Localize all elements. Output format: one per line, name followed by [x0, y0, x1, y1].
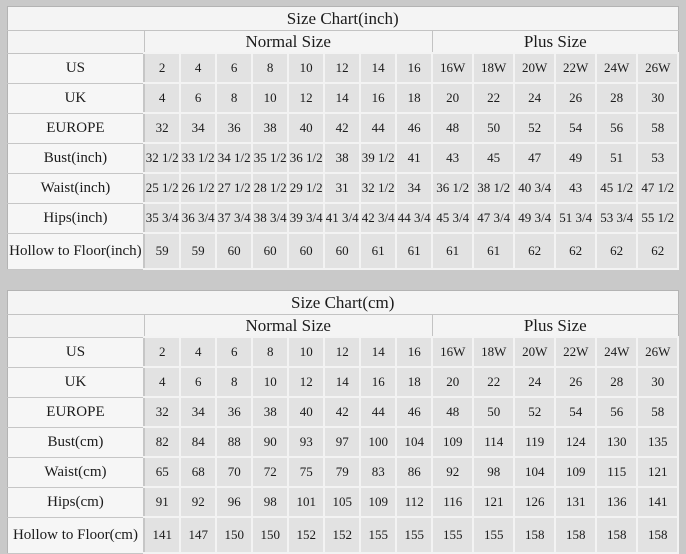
size-value-cell: 10 — [252, 367, 288, 397]
row-label: Waist(cm) — [7, 457, 144, 487]
row-label: Hollow to Floor(inch) — [7, 233, 144, 269]
size-value-cell: 10 — [252, 83, 288, 113]
size-value-cell: 121 — [473, 487, 514, 517]
size-value-cell: 47 3/4 — [473, 203, 514, 233]
size-value-cell: 83 — [360, 457, 396, 487]
size-value-cell: 4 — [180, 53, 216, 83]
size-value-cell: 34 1/2 — [216, 143, 252, 173]
size-value-cell: 155 — [360, 517, 396, 553]
size-value-cell: 70 — [216, 457, 252, 487]
size-value-cell: 20W — [514, 337, 555, 367]
size-value-cell: 14 — [360, 337, 396, 367]
row-label: Hips(inch) — [7, 203, 144, 233]
size-value-cell: 48 — [432, 397, 473, 427]
size-value-cell: 82 — [144, 427, 180, 457]
table-title-row — [7, 7, 678, 31]
size-value-cell: 26 — [555, 367, 596, 397]
size-value-cell: 53 3/4 — [596, 203, 637, 233]
size-value-cell: 47 1/2 — [637, 173, 678, 203]
size-value-cell: 61 — [396, 233, 432, 269]
size-value-cell: 45 3/4 — [432, 203, 473, 233]
size-value-cell: 92 — [180, 487, 216, 517]
size-value-cell: 32 1/2 — [360, 173, 396, 203]
row-label: UK — [7, 367, 144, 397]
size-value-cell: 155 — [396, 517, 432, 553]
size-value-cell: 16W — [432, 53, 473, 83]
size-value-cell: 56 — [596, 113, 637, 143]
size-value-cell: 50 — [473, 113, 514, 143]
size-value-cell: 152 — [288, 517, 324, 553]
size-value-cell: 38 — [324, 143, 360, 173]
table-title: Size Chart(cm) — [7, 291, 678, 315]
size-value-cell: 62 — [596, 233, 637, 269]
size-value-cell: 18 — [396, 83, 432, 113]
size-value-cell: 47 — [514, 143, 555, 173]
size-value-cell: 44 — [360, 397, 396, 427]
size-value-cell: 22W — [555, 337, 596, 367]
size-value-cell: 28 1/2 — [252, 173, 288, 203]
size-value-cell: 141 — [144, 517, 180, 553]
size-value-cell: 32 — [144, 113, 180, 143]
row-label: US — [7, 337, 144, 367]
size-value-cell: 150 — [216, 517, 252, 553]
size-value-cell: 96 — [216, 487, 252, 517]
table-row — [7, 457, 678, 487]
row-label: UK — [7, 83, 144, 113]
size-value-cell: 32 — [144, 397, 180, 427]
size-value-cell: 8 — [216, 367, 252, 397]
size-value-cell: 18W — [473, 53, 514, 83]
size-value-cell: 35 1/2 — [252, 143, 288, 173]
size-value-cell: 114 — [473, 427, 514, 457]
size-value-cell: 44 — [360, 113, 396, 143]
size-value-cell: 46 — [396, 113, 432, 143]
size-value-cell: 38 — [252, 113, 288, 143]
size-value-cell: 126 — [514, 487, 555, 517]
row-label: US — [7, 53, 144, 83]
size-value-cell: 90 — [252, 427, 288, 457]
table-row — [7, 397, 678, 427]
size-value-cell: 27 1/2 — [216, 173, 252, 203]
size-value-cell: 98 — [473, 457, 514, 487]
size-value-cell: 92 — [432, 457, 473, 487]
size-value-cell: 34 — [396, 173, 432, 203]
group-header: Plus Size — [432, 31, 678, 54]
size-value-cell: 6 — [180, 83, 216, 113]
table-title-row — [7, 291, 678, 315]
size-value-cell: 158 — [596, 517, 637, 553]
size-value-cell: 43 — [432, 143, 473, 173]
table-row — [7, 83, 678, 113]
table-row — [7, 487, 678, 517]
size-value-cell: 36 — [216, 397, 252, 427]
size-value-cell: 101 — [288, 487, 324, 517]
size-value-cell: 36 3/4 — [180, 203, 216, 233]
size-value-cell: 155 — [432, 517, 473, 553]
group-header-row — [7, 31, 678, 54]
size-value-cell: 18W — [473, 337, 514, 367]
size-value-cell: 147 — [180, 517, 216, 553]
size-value-cell: 56 — [596, 397, 637, 427]
size-value-cell: 130 — [596, 427, 637, 457]
size-value-cell: 28 — [596, 83, 637, 113]
size-value-cell: 49 — [555, 143, 596, 173]
size-value-cell: 91 — [144, 487, 180, 517]
size-value-cell: 44 3/4 — [396, 203, 432, 233]
size-value-cell: 119 — [514, 427, 555, 457]
size-value-cell: 72 — [252, 457, 288, 487]
table-title: Size Chart(inch) — [7, 7, 678, 31]
size-value-cell: 41 3/4 — [324, 203, 360, 233]
size-value-cell: 26W — [637, 53, 678, 83]
size-value-cell: 42 — [324, 397, 360, 427]
size-value-cell: 97 — [324, 427, 360, 457]
size-value-cell: 98 — [252, 487, 288, 517]
size-value-cell: 50 — [473, 397, 514, 427]
size-value-cell: 121 — [637, 457, 678, 487]
size-value-cell: 52 — [514, 113, 555, 143]
row-label: Bust(inch) — [7, 143, 144, 173]
size-value-cell: 30 — [637, 83, 678, 113]
size-value-cell: 61 — [473, 233, 514, 269]
table-row — [7, 173, 678, 203]
size-value-cell: 6 — [180, 367, 216, 397]
size-value-cell: 60 — [216, 233, 252, 269]
row-label: Hips(cm) — [7, 487, 144, 517]
size-value-cell: 43 — [555, 173, 596, 203]
size-value-cell: 20 — [432, 83, 473, 113]
size-value-cell: 16 — [360, 367, 396, 397]
size-value-cell: 141 — [637, 487, 678, 517]
size-value-cell: 32 1/2 — [144, 143, 180, 173]
size-value-cell: 16 — [396, 53, 432, 83]
size-value-cell: 54 — [555, 397, 596, 427]
size-value-cell: 28 — [596, 367, 637, 397]
size-value-cell: 2 — [144, 337, 180, 367]
table-row — [7, 337, 678, 367]
size-value-cell: 40 — [288, 113, 324, 143]
size-value-cell: 115 — [596, 457, 637, 487]
size-value-cell: 16 — [396, 337, 432, 367]
size-value-cell: 26W — [637, 337, 678, 367]
table-row — [7, 367, 678, 397]
size-value-cell: 75 — [288, 457, 324, 487]
size-value-cell: 8 — [216, 83, 252, 113]
size-value-cell: 62 — [555, 233, 596, 269]
table-row — [7, 143, 678, 173]
size-value-cell: 12 — [288, 83, 324, 113]
size-value-cell: 10 — [288, 337, 324, 367]
size-value-cell: 59 — [180, 233, 216, 269]
size-value-cell: 37 3/4 — [216, 203, 252, 233]
size-value-cell: 109 — [360, 487, 396, 517]
size-value-cell: 58 — [637, 397, 678, 427]
size-value-cell: 10 — [288, 53, 324, 83]
size-value-cell: 22 — [473, 367, 514, 397]
size-value-cell: 12 — [288, 367, 324, 397]
size-value-cell: 79 — [324, 457, 360, 487]
size-value-cell: 104 — [396, 427, 432, 457]
size-value-cell: 60 — [324, 233, 360, 269]
size-value-cell: 84 — [180, 427, 216, 457]
size-value-cell: 20W — [514, 53, 555, 83]
size-value-cell: 14 — [324, 83, 360, 113]
size-value-cell: 55 1/2 — [637, 203, 678, 233]
size-value-cell: 60 — [252, 233, 288, 269]
size-value-cell: 104 — [514, 457, 555, 487]
size-value-cell: 39 1/2 — [360, 143, 396, 173]
size-value-cell: 24 — [514, 83, 555, 113]
size-value-cell: 49 3/4 — [514, 203, 555, 233]
size-value-cell: 22W — [555, 53, 596, 83]
size-value-cell: 116 — [432, 487, 473, 517]
corner-cell — [7, 31, 144, 54]
size-value-cell: 136 — [596, 487, 637, 517]
size-value-cell: 36 — [216, 113, 252, 143]
size-value-cell: 38 3/4 — [252, 203, 288, 233]
size-value-cell: 6 — [216, 53, 252, 83]
size-value-cell: 14 — [324, 367, 360, 397]
size-value-cell: 26 — [555, 83, 596, 113]
size-value-cell: 42 3/4 — [360, 203, 396, 233]
group-header: Normal Size — [144, 31, 432, 54]
size-value-cell: 18 — [396, 367, 432, 397]
size-value-cell: 34 — [180, 397, 216, 427]
size-value-cell: 58 — [637, 113, 678, 143]
size-value-cell: 51 3/4 — [555, 203, 596, 233]
row-label: EUROPE — [7, 113, 144, 143]
table-row — [7, 203, 678, 233]
size-value-cell: 35 3/4 — [144, 203, 180, 233]
size-value-cell: 158 — [637, 517, 678, 553]
size-value-cell: 25 1/2 — [144, 173, 180, 203]
size-value-cell: 158 — [555, 517, 596, 553]
size-value-cell: 88 — [216, 427, 252, 457]
size-value-cell: 53 — [637, 143, 678, 173]
size-value-cell: 62 — [514, 233, 555, 269]
table-row — [7, 113, 678, 143]
size-value-cell: 34 — [180, 113, 216, 143]
size-value-cell: 109 — [555, 457, 596, 487]
size-value-cell: 109 — [432, 427, 473, 457]
size-value-cell: 62 — [637, 233, 678, 269]
size-value-cell: 39 3/4 — [288, 203, 324, 233]
size-value-cell: 40 3/4 — [514, 173, 555, 203]
size-value-cell: 100 — [360, 427, 396, 457]
size-value-cell: 8 — [252, 337, 288, 367]
size-value-cell: 112 — [396, 487, 432, 517]
size-value-cell: 135 — [637, 427, 678, 457]
size-value-cell: 152 — [324, 517, 360, 553]
size-value-cell: 16 — [360, 83, 396, 113]
size-value-cell: 105 — [324, 487, 360, 517]
row-label: Hollow to Floor(cm) — [7, 517, 144, 553]
size-value-cell: 45 1/2 — [596, 173, 637, 203]
size-value-cell: 16W — [432, 337, 473, 367]
size-value-cell: 59 — [144, 233, 180, 269]
row-label: EUROPE — [7, 397, 144, 427]
size-value-cell: 68 — [180, 457, 216, 487]
size-value-cell: 41 — [396, 143, 432, 173]
size-value-cell: 24 — [514, 367, 555, 397]
size-value-cell: 22 — [473, 83, 514, 113]
size-value-cell: 6 — [216, 337, 252, 367]
size-value-cell: 12 — [324, 53, 360, 83]
size-value-cell: 33 1/2 — [180, 143, 216, 173]
size-value-cell: 36 1/2 — [288, 143, 324, 173]
size-value-cell: 4 — [144, 83, 180, 113]
size-value-cell: 51 — [596, 143, 637, 173]
size-value-cell: 4 — [144, 367, 180, 397]
size-value-cell: 2 — [144, 53, 180, 83]
size-value-cell: 38 1/2 — [473, 173, 514, 203]
size-chart-inch-table — [7, 6, 680, 270]
size-value-cell: 42 — [324, 113, 360, 143]
size-value-cell: 65 — [144, 457, 180, 487]
row-label: Waist(inch) — [7, 173, 144, 203]
size-value-cell: 52 — [514, 397, 555, 427]
table-row — [7, 233, 678, 269]
table-row — [7, 517, 678, 553]
size-value-cell: 38 — [252, 397, 288, 427]
table-row — [7, 427, 678, 457]
size-value-cell: 29 1/2 — [288, 173, 324, 203]
size-value-cell: 24W — [596, 53, 637, 83]
size-value-cell: 131 — [555, 487, 596, 517]
size-value-cell: 14 — [360, 53, 396, 83]
size-value-cell: 61 — [360, 233, 396, 269]
size-value-cell: 86 — [396, 457, 432, 487]
group-header: Plus Size — [432, 315, 678, 338]
size-value-cell: 54 — [555, 113, 596, 143]
size-value-cell: 30 — [637, 367, 678, 397]
size-value-cell: 8 — [252, 53, 288, 83]
size-value-cell: 40 — [288, 397, 324, 427]
group-header: Normal Size — [144, 315, 432, 338]
row-label: Bust(cm) — [7, 427, 144, 457]
size-value-cell: 26 1/2 — [180, 173, 216, 203]
size-value-cell: 24W — [596, 337, 637, 367]
size-value-cell: 12 — [324, 337, 360, 367]
size-value-cell: 46 — [396, 397, 432, 427]
corner-cell — [7, 315, 144, 338]
size-value-cell: 61 — [432, 233, 473, 269]
group-header-row — [7, 315, 678, 338]
size-value-cell: 60 — [288, 233, 324, 269]
size-value-cell: 158 — [514, 517, 555, 553]
size-value-cell: 48 — [432, 113, 473, 143]
size-value-cell: 93 — [288, 427, 324, 457]
size-value-cell: 155 — [473, 517, 514, 553]
size-value-cell: 20 — [432, 367, 473, 397]
table-row — [7, 53, 678, 83]
size-value-cell: 31 — [324, 173, 360, 203]
size-value-cell: 36 1/2 — [432, 173, 473, 203]
size-value-cell: 45 — [473, 143, 514, 173]
size-value-cell: 124 — [555, 427, 596, 457]
size-value-cell: 4 — [180, 337, 216, 367]
size-value-cell: 150 — [252, 517, 288, 553]
size-chart-cm-table — [7, 290, 680, 554]
